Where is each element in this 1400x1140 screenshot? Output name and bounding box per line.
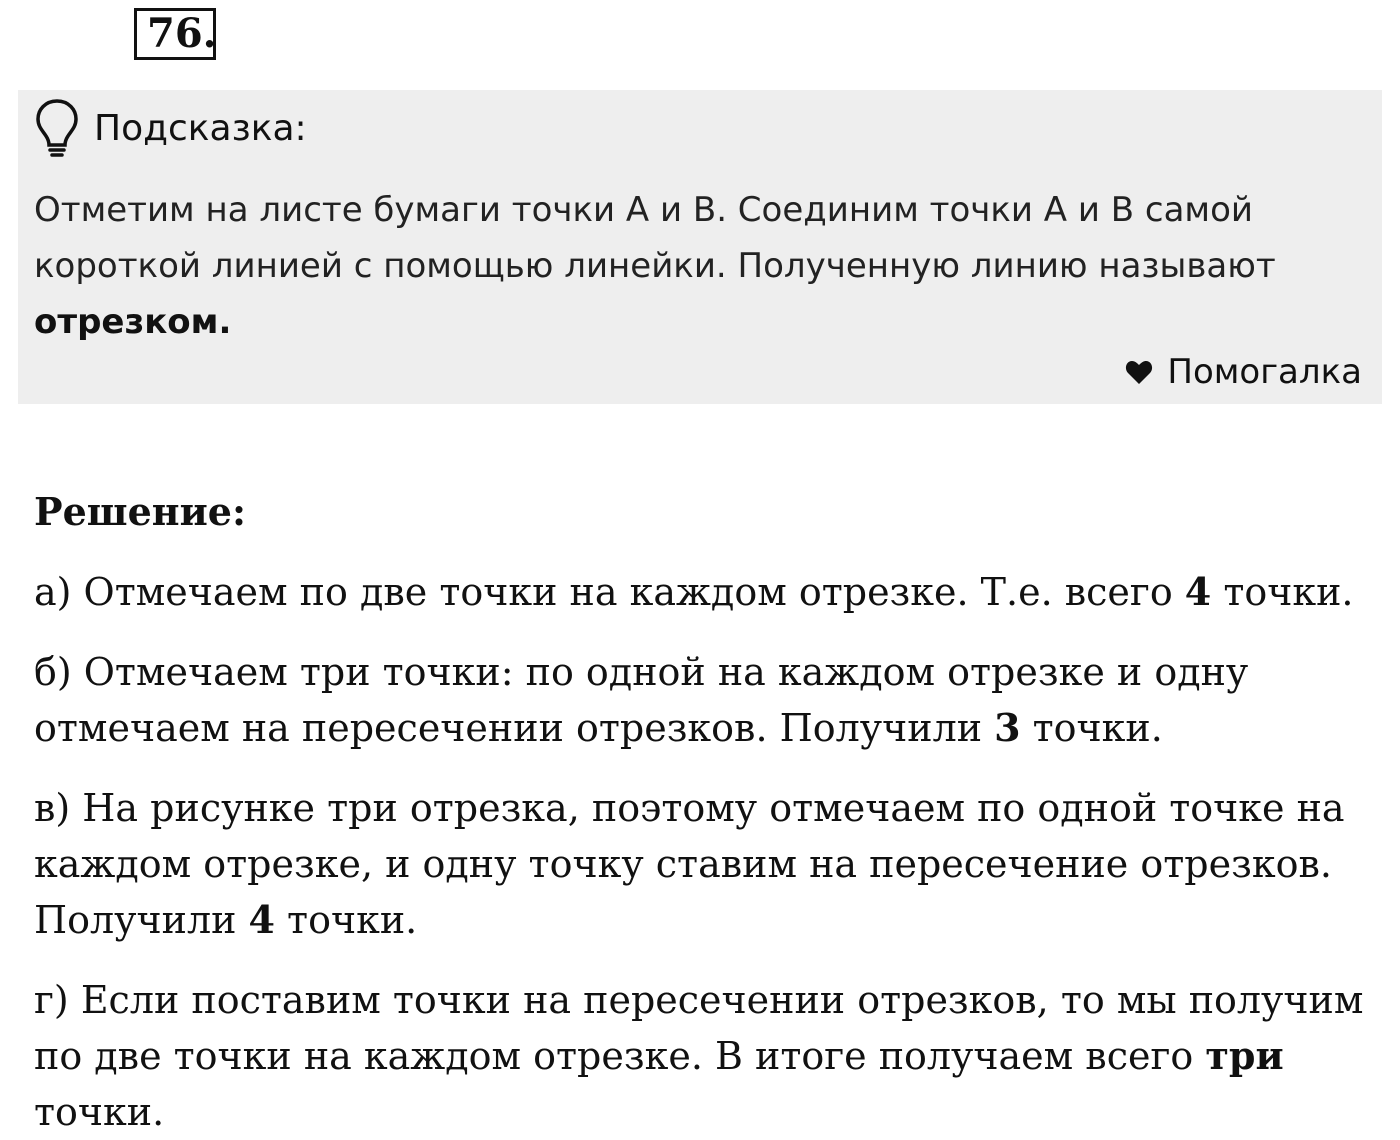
heart-icon — [1125, 359, 1153, 385]
solution-d-text: г) Если поставим точки на пересечении отрезков, то мы получим по две точки на каждом отрезке. В итоге получаем всего — [34, 978, 1364, 1078]
lightbulb-icon — [34, 98, 80, 158]
solution-a-answer: 4 — [1184, 569, 1212, 614]
hint-text-main: Отметим на листе бумаги точки А и В. Соединим точки А и В самой короткой линией с помощью линейки. Полученную линию называют — [34, 190, 1276, 286]
task-number: 76. — [134, 8, 216, 60]
solution-part-d — [34, 972, 1374, 1140]
hint-text — [34, 182, 1374, 350]
solution-c-tail: точки. — [274, 898, 418, 942]
brand-name: Помогалка — [1167, 352, 1362, 392]
solution-b-text: б) Отмечаем три точки: по одной на каждом отрезке и одну отмечаем на пересечении отрезков. Получили — [34, 650, 1249, 750]
solution-title: Решение: — [34, 489, 246, 534]
hint-header — [34, 98, 307, 158]
solution-part-c — [34, 780, 1374, 948]
solution-b-answer: 3 — [994, 705, 1021, 750]
solution-b-tail: точки. — [1020, 706, 1163, 750]
solution-d-answer: три — [1205, 1033, 1284, 1078]
solution-a-tail: точки. — [1211, 570, 1354, 614]
hint-term: отрезком — [34, 302, 219, 342]
solution-part-b — [34, 644, 1374, 756]
solution — [34, 484, 1374, 1140]
hint-box — [18, 90, 1382, 404]
solution-d-tail: точки. — [34, 1090, 165, 1134]
hint-title: Подсказка: — [94, 107, 307, 149]
solution-c-text: в) На рисунке три отрезка, поэтому отмечаем по одной точке на каждом отрезке, и одну точку ставим на пересечение отрезков. Получили — [34, 786, 1345, 942]
brand-link[interactable] — [1125, 352, 1362, 392]
hint-term-period: . — [218, 302, 232, 342]
solution-c-answer: 4 — [248, 897, 275, 942]
solution-part-a — [34, 564, 1374, 620]
solution-a-text: а) Отмечаем по две точки на каждом отрезке. Т.е. всего — [34, 570, 1185, 614]
